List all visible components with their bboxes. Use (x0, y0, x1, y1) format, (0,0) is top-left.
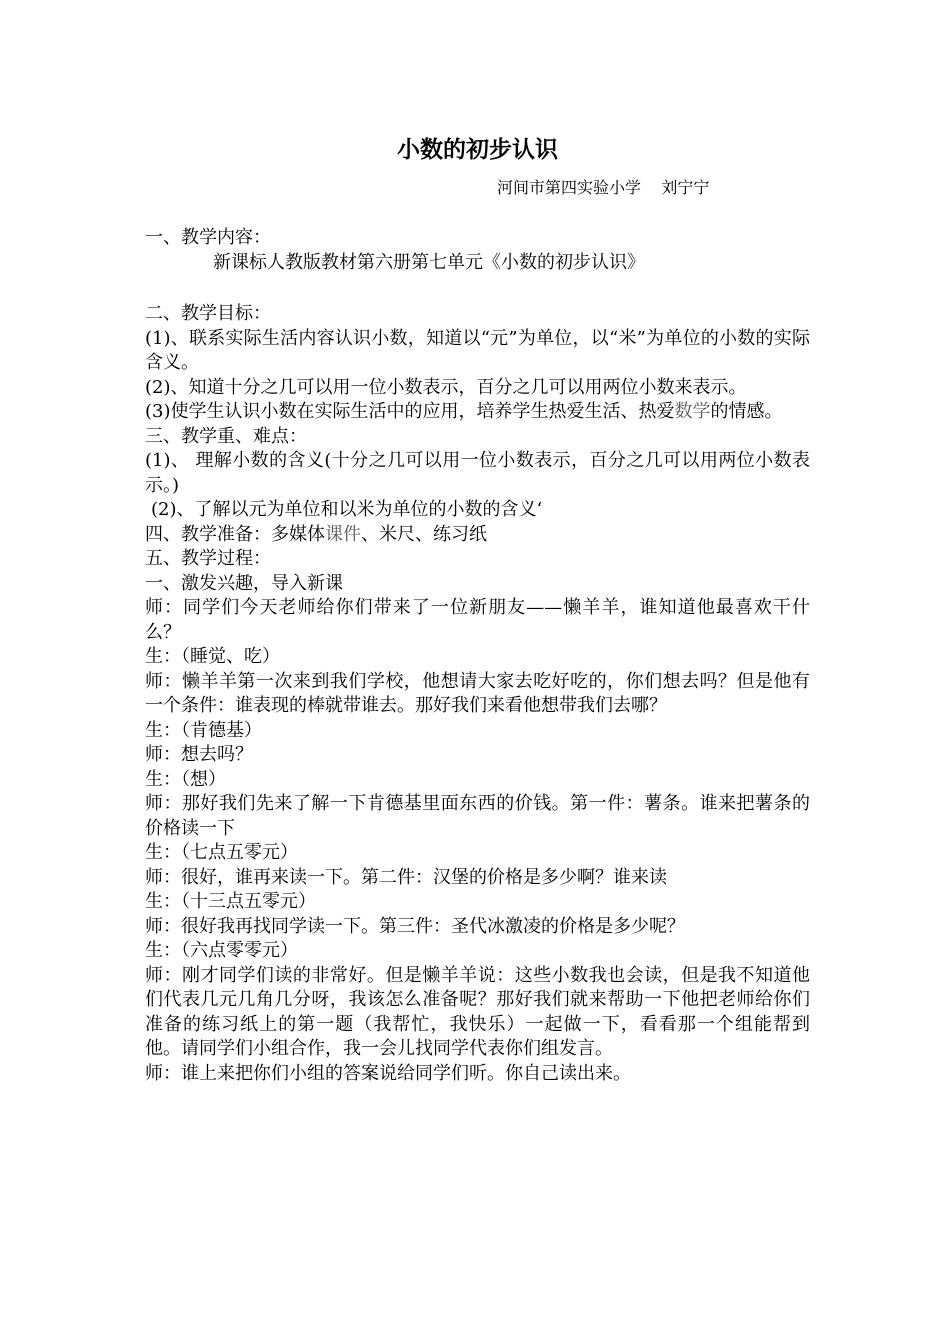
dialogue-line: 生：（肯德基） (145, 719, 262, 741)
section-heading-content: 一、教学内容： (145, 227, 271, 248)
dialogue-line: 师：懒羊羊第一次来到我们学校，他想请大家去吃好吃的，你们想去吗？但是他有一个条件：谁表现的棒就带谁去。那好我们来看他想带我们去哪？ (145, 670, 810, 716)
goal-1: (1)、联系实际生活内容认识小数，知道以“元”为单位，以“米”为单位的小数的实际含义。 (145, 327, 810, 373)
dialogue-line: 生：（十三点五零元） (145, 891, 316, 912)
key-point-2: (2)、了解以元为单位和以米为单位的小数的含义‘ (151, 499, 543, 520)
document-body (145, 226, 810, 1086)
section-heading-process: 五、教学过程： (145, 548, 271, 569)
dialogue-line: 师：很好，谁再来读一下。第二件：汉堡的价格是多少啊？谁来读 (145, 866, 667, 888)
subsection-heading: 一、激发兴趣，导入新课 (145, 572, 343, 594)
blank-line (145, 275, 810, 302)
goal-3 (145, 400, 810, 425)
goal-2: (2)、知道十分之几可以用一位小数表示，百分之几可以用两位小数来表示。 (145, 376, 747, 398)
courseware-link[interactable]: 课件 (325, 523, 361, 545)
prep-text: 四、教学准备：多媒体 (145, 523, 325, 545)
dialogue-line: 生：（想） (145, 768, 226, 790)
dialogue-line: 师：那好我们先来了解一下肯德基里面东西的价钱。第一件：薯条。谁来把薯条的价格读一下 (145, 793, 810, 839)
goal-3-end: 的情感。 (710, 401, 783, 422)
section-heading-key-points: 三、教学重、难点： (145, 425, 307, 447)
goal-3-text: (3)使学生认识小数在实际生活中的应用，培养学生热爱生活、热爱 (145, 401, 675, 422)
dialogue-line: 生：（七点五零元） (145, 842, 298, 863)
dialogue-line: 师：很好我再找同学读一下。第三件：圣代冰激凌的价格是多少呢？ (145, 915, 685, 937)
dialogue-line: 师：刚才同学们读的非常好。但是懒羊羊说：这些小数我也会读，但是我不知道他们代表几元几角几分呀，我该怎么准备呢？那好我们就来帮助一下他把老师给你们准备的练习纸上的第一题（我帮忙，我快乐）一起做一下，看看那一个组能帮到他。请同学们小组合作，我一会儿找同学代表你们组发言。 (145, 964, 810, 1059)
dialogue-line: 师：谁上来把你们小组的答案说给同学们听。你自己读出来。 (145, 1062, 631, 1084)
math-link[interactable]: 数学 (674, 401, 711, 422)
author-line: 河间市第四实验小学 刘宁宁 (497, 178, 710, 197)
dialogue-line: 生：（六点零零元） (145, 940, 298, 961)
key-point-1: (1)、 理解小数的含义(十分之几可以用一位小数表示，百分之几可以用两位小数表示。) (145, 450, 810, 496)
prep-end: 、米尺、练习纸 (361, 523, 487, 545)
dialogue-line: 生：（睡觉、吃） (145, 646, 280, 667)
section-heading-goals: 二、教学目标： (145, 303, 271, 324)
textbook-line: 新课标人教版教材第六册第七单元《小数的初步认识》 (213, 251, 645, 273)
dialogue-line: 师：想去吗？ (145, 744, 253, 765)
dialogue-line: 师：同学们今天老师给你们带来了一位新朋友——懒羊羊，谁知道他最喜欢干什么？ (145, 597, 810, 643)
document-title: 小数的初步认识 (397, 136, 558, 163)
section-heading-prep (145, 523, 810, 548)
document-page (145, 0, 810, 1344)
